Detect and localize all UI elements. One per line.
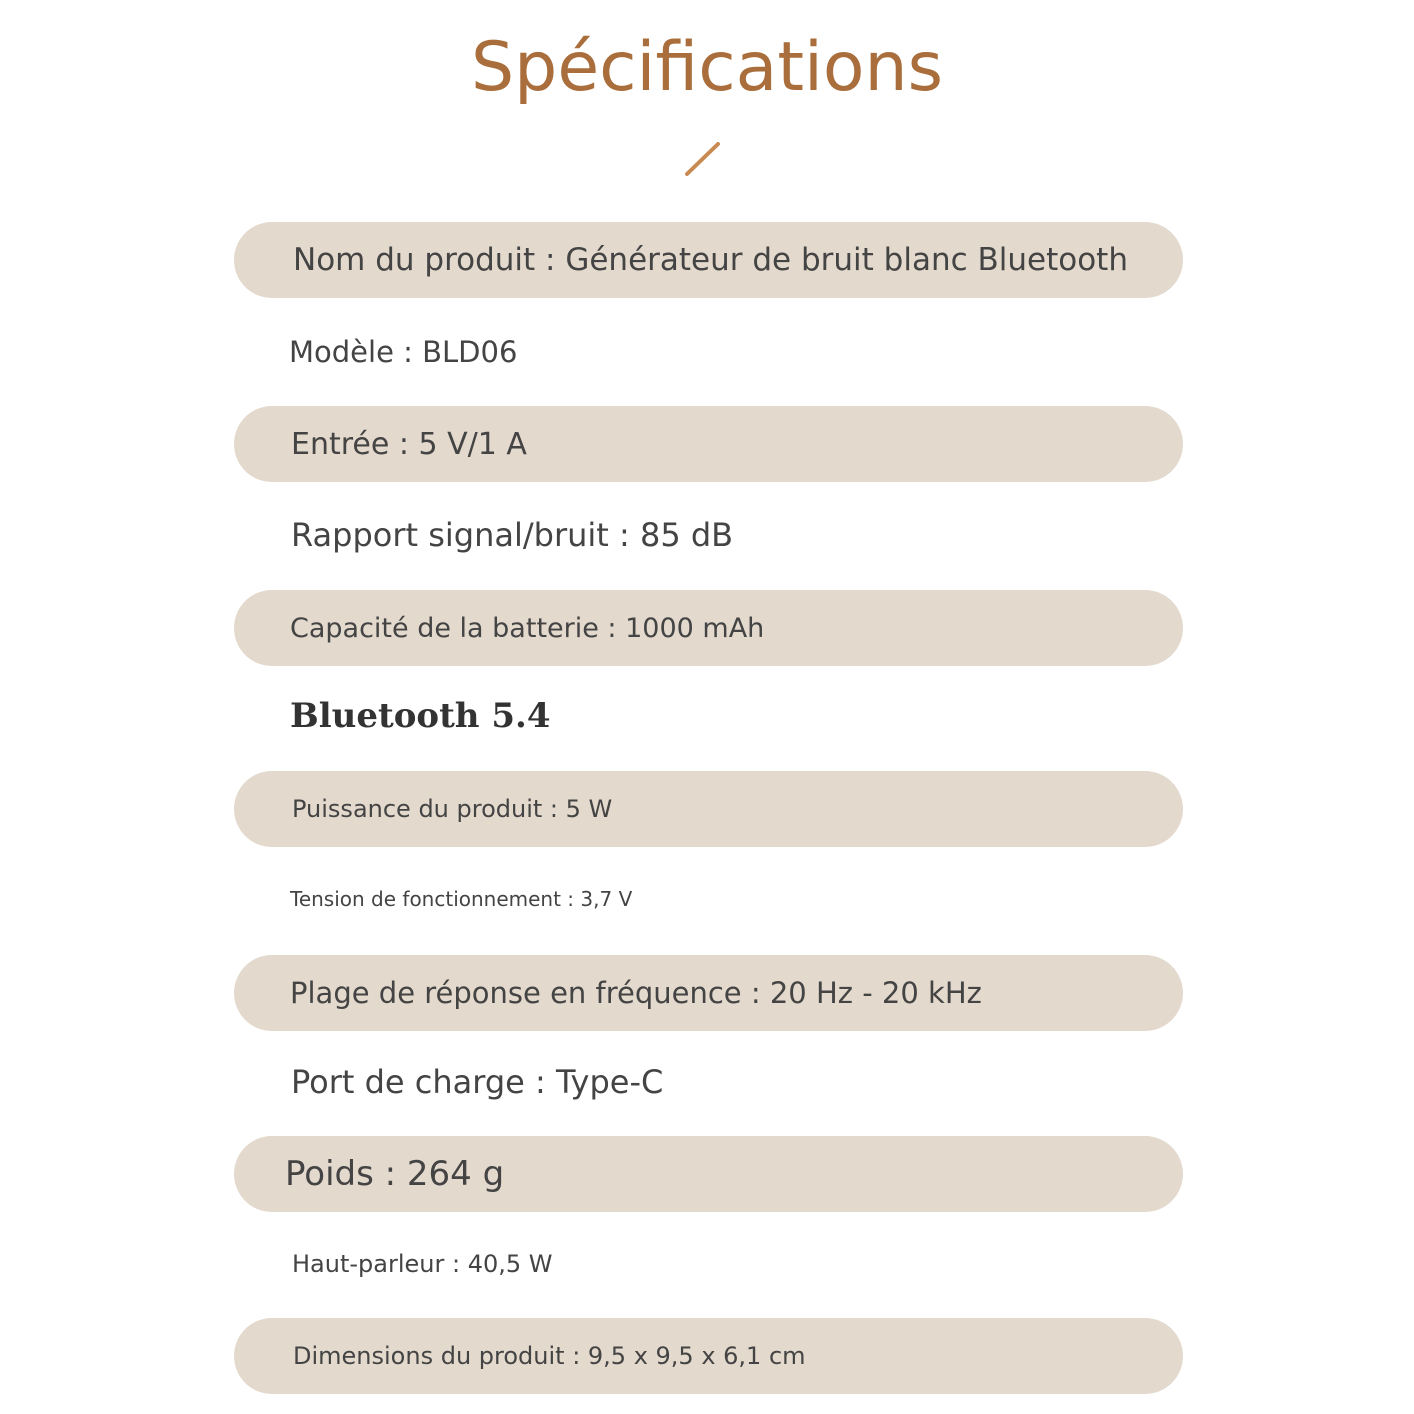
- spec-text: Bluetooth 5.4: [290, 696, 551, 736]
- spec-text: Nom du produit : Générateur de bruit blanc Bluetooth: [293, 242, 1128, 278]
- divider-slash-icon: [683, 140, 723, 178]
- page-title: Spécifications: [470, 28, 943, 107]
- spec-row-speaker: [234, 1226, 1183, 1302]
- spec-text: Plage de réponse en fréquence : 20 Hz - 20 kHz: [290, 976, 982, 1010]
- spec-row-frequency: [234, 955, 1183, 1031]
- spec-text: Entrée : 5 V/1 A: [291, 426, 527, 462]
- spec-row-snr: [234, 497, 1183, 573]
- spec-row-input: [234, 406, 1183, 482]
- spec-row-bluetooth: [234, 678, 1183, 754]
- spec-row-product-name: [234, 222, 1183, 298]
- spec-row-weight: [234, 1136, 1183, 1212]
- spec-text: Poids : 264 g: [285, 1154, 505, 1194]
- spec-row-power: [234, 771, 1183, 847]
- spec-text: Tension de fonctionnement : 3,7 V: [290, 887, 633, 911]
- spec-text: Rapport signal/bruit : 85 dB: [291, 516, 734, 554]
- spec-text: Modèle : BLD06: [289, 335, 518, 369]
- spec-row-voltage: [234, 861, 1183, 937]
- spec-row-battery: [234, 590, 1183, 666]
- spec-text: Capacité de la batterie : 1000 mAh: [290, 612, 765, 644]
- spec-row-model: [234, 314, 1183, 390]
- spec-text: Puissance du produit : 5 W: [292, 795, 613, 823]
- spec-row-dimensions: [234, 1318, 1183, 1394]
- spec-text: Port de charge : Type-C: [291, 1063, 664, 1101]
- spec-text: Haut-parleur : 40,5 W: [292, 1250, 553, 1278]
- spec-row-charge-port: [234, 1044, 1183, 1120]
- spec-text: Dimensions du produit : 9,5 x 9,5 x 6,1 cm: [293, 1342, 806, 1370]
